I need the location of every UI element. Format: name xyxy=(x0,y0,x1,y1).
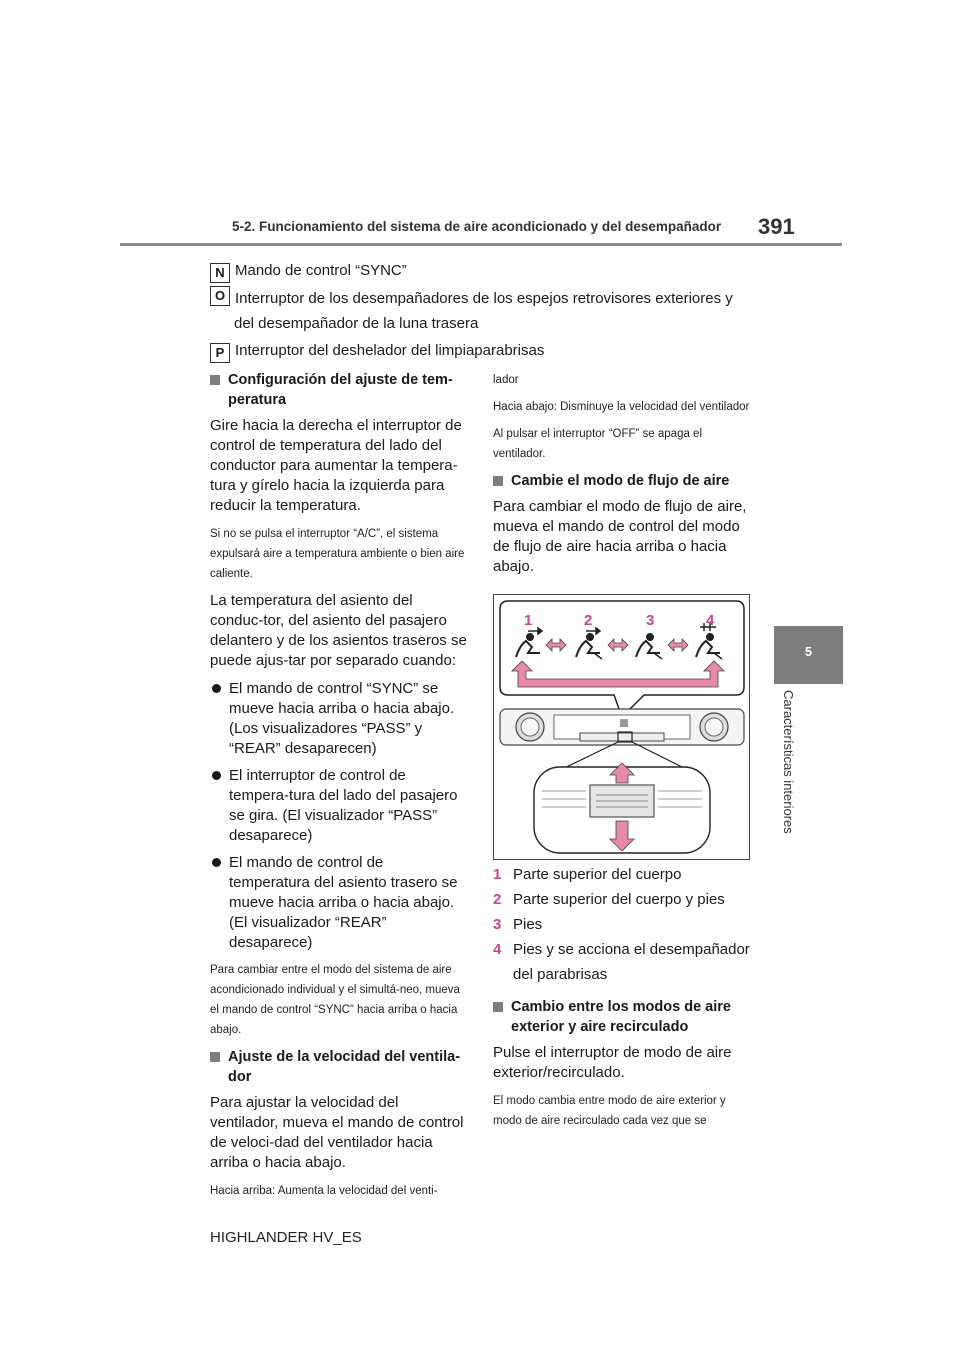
keyed-item xyxy=(210,258,407,283)
mode-number-3: 3 xyxy=(646,612,655,629)
keyed-item xyxy=(210,338,544,363)
small-note: Al pulsar el interruptor “OFF” se apaga el ventilador. xyxy=(493,428,703,460)
heading-recirculation: Cambio entre los modos de aire exterior y aire recirculado xyxy=(493,997,750,1037)
right-column xyxy=(493,370,750,585)
numbered-item: 1 Parte superior del cuerpo xyxy=(493,866,682,883)
mode-number-1: 1 xyxy=(524,612,533,629)
small-note: El modo cambia entre modo de aire exterior y modo de aire recirculado cada vez que se xyxy=(493,1095,726,1127)
key-letter: N xyxy=(210,263,230,283)
chapter-tab xyxy=(774,626,843,684)
footer-model: HIGHLANDER HV_ES xyxy=(210,1229,362,1246)
small-note: Hacia abajo: Disminuye la velocidad del ventilador xyxy=(493,401,750,413)
mode-number-2: 2 xyxy=(584,612,593,629)
paragraph: Para cambiar el modo de flujo de aire, mueva el mando de control del modo de flujo de aire hacia arriba o hacia abajo. xyxy=(493,498,747,575)
numbered-item: 3 Pies xyxy=(493,916,543,933)
key-text: Interruptor de los desempañadores de los espejos retrovisores exteriores y del desempañador de la luna trasera xyxy=(234,290,733,332)
heading-fan-speed: Ajuste de la velocidad del ventila-dor xyxy=(210,1047,468,1087)
numbered-item: 2 Parte superior del cuerpo y pies xyxy=(493,891,725,908)
key-text: Mando de control “SYNC” xyxy=(235,262,407,279)
key-text: Interruptor del deshelador del limpiaparabrisas xyxy=(235,342,545,359)
page-number: 391 xyxy=(758,214,795,239)
chapter-number: 5 xyxy=(804,644,813,659)
section-title: 5-2. Funcionamiento del sistema de aire acondicionado y del desempañador xyxy=(232,219,722,234)
right-column-lower xyxy=(493,862,750,1138)
paragraph: Pulse el interruptor de modo de aire exterior/recirculado. xyxy=(493,1044,732,1081)
key-letter: O xyxy=(210,286,230,306)
small-note: Si no se pulsa el interruptor “A/C”, el sistema expulsará aire a temperatura ambiente o bien aire caliente. xyxy=(210,528,465,580)
small-note: lador xyxy=(493,374,519,386)
paragraph: Para ajustar la velocidad del ventilador, mueva el mando de control de veloci-dad del ventilador hacia arriba o hacia abajo. xyxy=(210,1094,464,1171)
airflow-diagram xyxy=(494,595,749,859)
bullet-item: El interruptor de control de tempera-tura del lado del pasajero se gira. (El visualizador “PASS” desaparece) xyxy=(210,766,468,846)
key-letter: P xyxy=(210,343,230,363)
small-note: Hacia arriba: Aumenta la velocidad del venti- xyxy=(210,1185,438,1197)
paragraph: Gire hacia la derecha el interruptor de control de temperatura del lado del conductor para aumentar la tempera-tura y gírelo hacia la izquierda para reducir la temperatura. xyxy=(210,417,462,514)
mode-number-4: 4 xyxy=(706,612,715,629)
paragraph: La temperatura del asiento del conduc-tor, del asiento del pasajero delantero y de los asientos traseros se puede ajus-tar por separado cuando: xyxy=(210,592,467,669)
bullet-item: El mando de control “SYNC” se mueve hacia arriba o hacia abajo. (Los visualizadores “PASS” y “REAR” desaparecen) xyxy=(210,679,468,759)
bullet-item: El mando de control de temperatura del asiento trasero se mueve hacia arriba o hacia abajo. (El visualizador “REAR” desaparece) xyxy=(210,853,468,953)
chapter-label xyxy=(780,690,810,850)
chapter-label-text: Características interiores xyxy=(781,690,796,834)
small-note: Para cambiar entre el modo del sistema de aire acondicionado individual y el simultá-neo, mueva el mando de control “SYNC” hacia arriba o hacia abajo. xyxy=(210,964,460,1036)
keyed-item xyxy=(210,286,750,336)
header-rule xyxy=(120,243,842,246)
airflow-control-figure xyxy=(493,594,750,860)
left-column xyxy=(210,370,468,1208)
numbered-item: 4 Pies y se acciona el desempañador del parabrisas xyxy=(493,941,750,983)
head-icon xyxy=(527,634,533,640)
heading-temperature: Configuración del ajuste de tem-peratura xyxy=(210,370,468,410)
heading-airflow-mode: Cambie el modo de flujo de aire xyxy=(493,471,750,491)
